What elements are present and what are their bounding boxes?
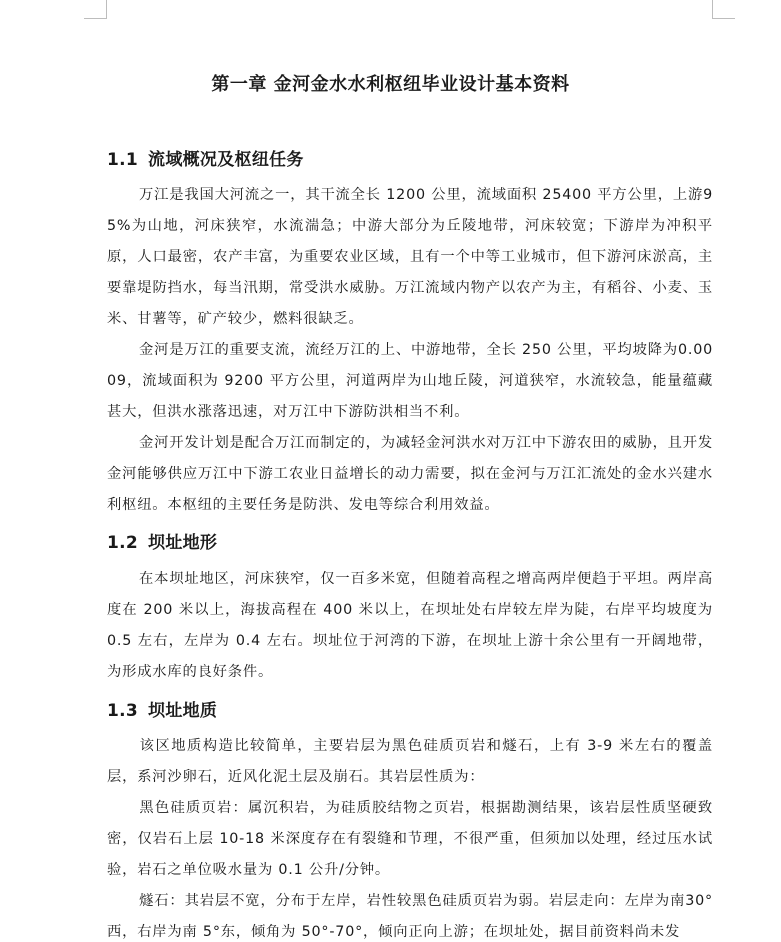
paragraph-text: 黑色硅质页岩：属沉积岩，为硅质胶结物之页岩，根据勘测结果，该岩层性质坚硬致密，仅岩石上层 10-18 米深度存在有裂缝和节理，不很严重，但须加以处理，经过压水试验，岩石之单位吸水量为 0.1 公升/分钟。 xyxy=(107,800,713,878)
paragraph xyxy=(107,564,713,688)
paragraph-text: 燧石：其岩层不宽，分布于左岸，岩性较黑色硅质页岩为弱。岩层走向：左岸为南30°西，右岸为南 5°东，倾角为 50°-70°，倾向正向上游；在坝址处，据目前资料尚未发 xyxy=(107,893,713,940)
paragraph-text: 金河开发计划是配合万江而制定的，为减轻金河洪水对万江中下游农田的威胁，且开发金河能够供应万江中下游工农业日益增长的动力需要，拟在金河与万江汇流处的金水兴建水利枢纽。本枢纽的主要任务是防洪、发电等综合利用效益。 xyxy=(107,435,713,513)
right-margin-corner-mark xyxy=(712,0,735,19)
paragraph xyxy=(107,886,713,942)
paragraph-text: 金河是万江的重要支流，流经万江的上、中游地带，全长 250 公里，平均坡降为0.0009，流域面积为 9200 平方公里，河道两岸为山地丘陵，河道狭窄，水流较急，能量蕴藏甚大，但洪水涨落迅速，对万江中下游防洪相当不利。 xyxy=(107,342,713,420)
paragraph xyxy=(107,731,713,793)
section-number: 1.1 xyxy=(107,150,139,170)
section-number: 1.2 xyxy=(107,533,139,553)
section-title: 坝址地质 xyxy=(148,701,218,721)
paragraph xyxy=(107,180,713,335)
document-title: 第一章 金河金水水利枢纽毕业设计基本资料 xyxy=(211,74,570,95)
paragraph-text: 万江是我国大河流之一，其干流全长 1200 公里，流域面积 25400 平方公里，上游95%为山地，河床狭窄，水流湍急；中游大部分为丘陵地带，河床较宽；下游岸为冲积平原，人口最密，农产丰富，为重要农业区域，且有一个中等工业城市，但下游河床淤高，主要靠堤防挡水，每当汛期，常受洪水威胁。万江流域内物产以农产为主，有稻谷、小麦、玉米、甘薯等，矿产较少，燃料很缺乏。 xyxy=(107,187,713,327)
section-title: 坝址地形 xyxy=(148,533,218,553)
section-heading-1-1 xyxy=(107,148,304,172)
section-title: 流域概况及枢纽任务 xyxy=(148,150,304,170)
paragraph xyxy=(107,428,713,521)
section-number: 1.3 xyxy=(107,701,139,721)
paragraph-text: 在本坝址地区，河床狭窄，仅一百多米宽，但随着高程之增高两岸便趋于平坦。两岸高度在 200 米以上，海拔高程在 400 米以上，在坝址处右岸较左岸为陡，右岸平均坡度为 0.5 左右，左岸为 0.4 左右。坝址位于河湾的下游，在坝址上游十余公里有一开阔地带，为形成水库的良好条件。 xyxy=(107,571,713,680)
paragraph xyxy=(107,793,713,886)
paragraph xyxy=(107,335,713,428)
section-heading-1-3 xyxy=(107,699,217,723)
paragraph-text: 该区地质构造比较简单，主要岩层为黑色硅质页岩和燧石，上有 3-9 米左右的覆盖层，系河沙卵石，近风化泥土层及崩石。其岩层性质为： xyxy=(107,738,713,785)
section-heading-1-2 xyxy=(107,531,217,555)
left-margin-corner-mark xyxy=(84,0,107,19)
